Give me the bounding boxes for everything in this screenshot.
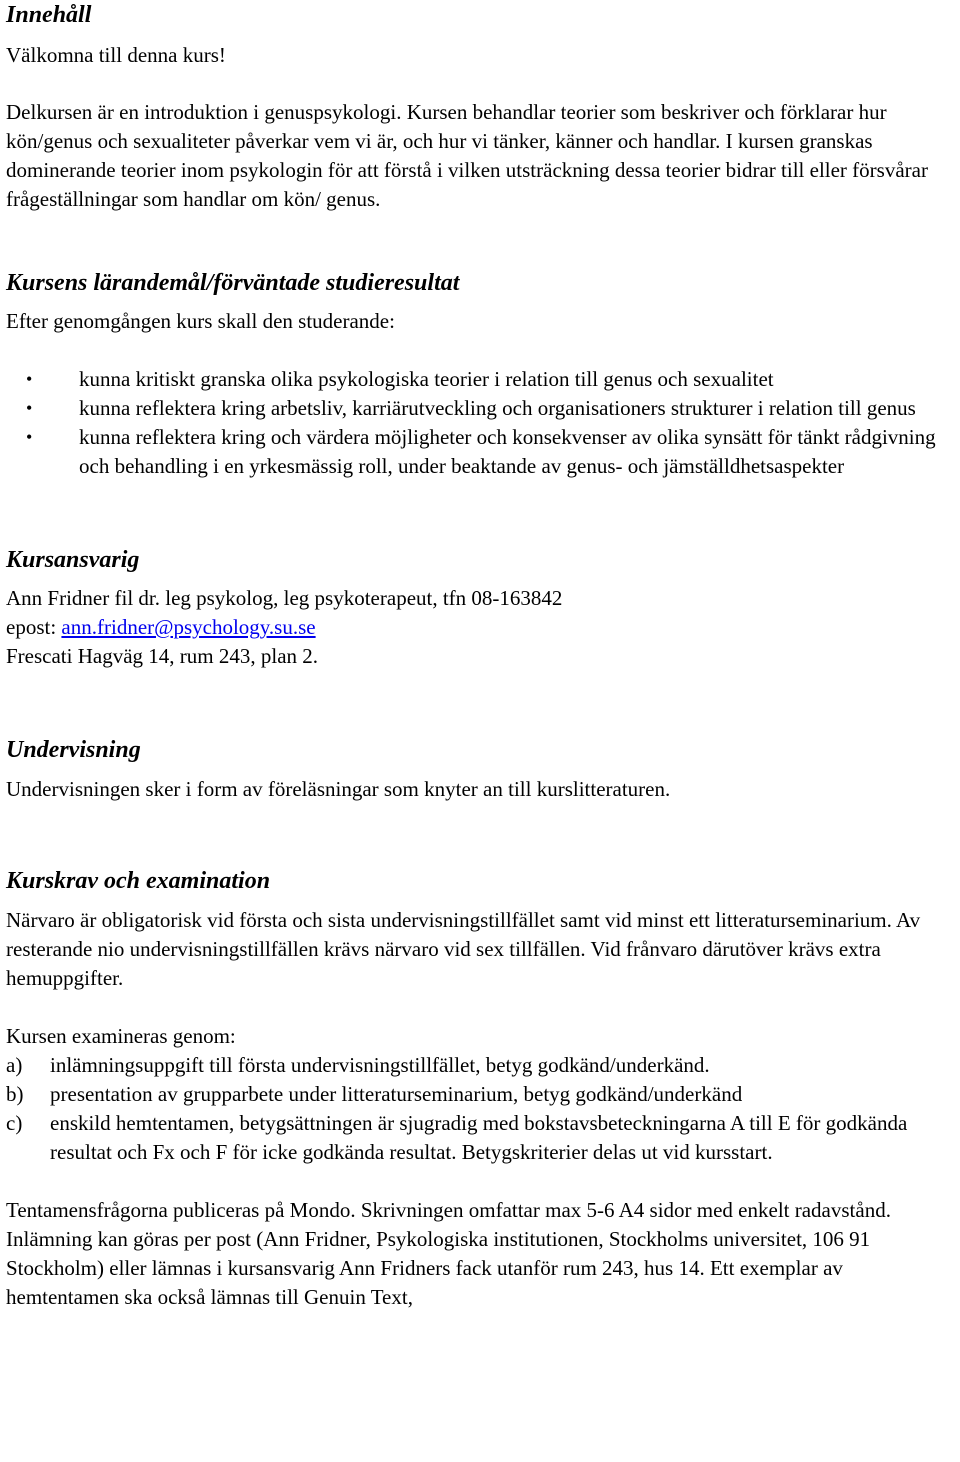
responsible-email-line — [6, 613, 960, 642]
exam-submission-text: Tentamensfrågorna publiceras på Mondo. Skrivningen omfattar max 5-6 A4 sidor med enkelt radavstånd. Inlämning kan göras per post (Ann Fridner, Psykologiska institutionen, Stockholms universitet, 106 91 Stockholm) eller lämnas i kursansvarig Ann Fridners fack utanför rum 243, hus 14. Ett exemplar av hemtentamen ska också lämnas till Genuin Text, — [6, 1198, 891, 1309]
email-link[interactable]: ann.fridner@psychology.su.se — [61, 615, 316, 639]
email-label: epost: — [6, 615, 62, 639]
list-item — [6, 1109, 950, 1167]
exam-requirements-text: Närvaro är obligatorisk vid första och sista undervisningstillfället samt vid minst ett litteraturseminarium. Av resterande nio undervisningstillfällen krävs närvaro vid sex tillfällen. Vid frånvaro därutöver krävs extra hemuppgifter. — [6, 908, 921, 990]
responsible-heading: Kursansvarig — [6, 547, 140, 573]
goals-list — [6, 365, 960, 481]
teaching-heading: Undervisning — [6, 737, 141, 763]
list-item — [6, 423, 959, 481]
exam-list — [6, 1051, 960, 1167]
exam-heading: Kurskrav och examination — [6, 868, 271, 894]
list-marker: a) — [6, 1053, 23, 1077]
exam-item-text: inlämningsuppgift till första undervisningstillfället, betyg godkänd/underkänd. — [50, 1053, 710, 1077]
goal-text: kunna reflektera kring arbetsliv, karriärutveckling och organisationers strukturer i relation till genus — [79, 396, 916, 420]
goals-lead: Efter genomgången kurs skall den studerande: — [6, 309, 395, 333]
responsible-name-line: Ann Fridner fil dr. leg psykolog, leg psykoterapeut, tfn 08-163842 — [6, 586, 563, 610]
welcome-text: Välkomna till denna kurs! — [6, 43, 226, 67]
responsible-address-line: Frescati Hagväg 14, rum 243, plan 2. — [6, 644, 319, 668]
intro-paragraph: Delkursen är en introduktion i genuspsykologi. Kursen behandlar teorier som beskriver och förklarar hur kön/genus och sexualiteter påverkar vem vi är, och hur vi tänker, känner och handlar. I kursen granskas dominerande teorier inom psykologin för att förstå i vilken utsträckning dessa teorier bidrar till eller försvårar frågeställningar som handlar om kön/ genus. — [6, 100, 928, 211]
goals-heading: Kursens lärandemål/förväntade studieresultat — [6, 270, 460, 296]
page-title: Innehåll — [6, 2, 92, 28]
bullet-icon: • — [26, 427, 33, 447]
exam-item-text: enskild hemtentamen, betygsättningen är sjugradig med bokstavsbeteckningarna A till E för godkända resultat och Fx och F för icke godkända resultat. Betygskriterier delas ut vid kursstart. — [50, 1111, 908, 1164]
goal-text: kunna kritiskt granska olika psykologiska teorier i relation till genus och sexualitet — [79, 367, 774, 391]
list-item — [6, 394, 959, 423]
list-marker: b) — [6, 1082, 24, 1106]
exam-lead: Kursen examineras genom: — [6, 1024, 236, 1048]
exam-item-text: presentation av grupparbete under litteraturseminarium, betyg godkänd/underkänd — [50, 1082, 743, 1106]
teaching-text: Undervisningen sker i form av föreläsningar som knyter an till kurslitteraturen. — [6, 777, 671, 801]
list-item — [6, 1051, 950, 1080]
goal-text: kunna reflektera kring och värdera möjligheter och konsekvenser av olika synsätt för tänkt rådgivning och behandling i en yrkesmässig roll, under beaktande av genus- och jämställdhetsaspekter — [79, 425, 936, 478]
list-item — [6, 1080, 950, 1109]
bullet-icon: • — [26, 369, 33, 389]
bullet-icon: • — [26, 398, 33, 418]
responsible-info — [6, 584, 960, 671]
list-item — [6, 365, 959, 394]
list-marker: c) — [6, 1111, 23, 1135]
